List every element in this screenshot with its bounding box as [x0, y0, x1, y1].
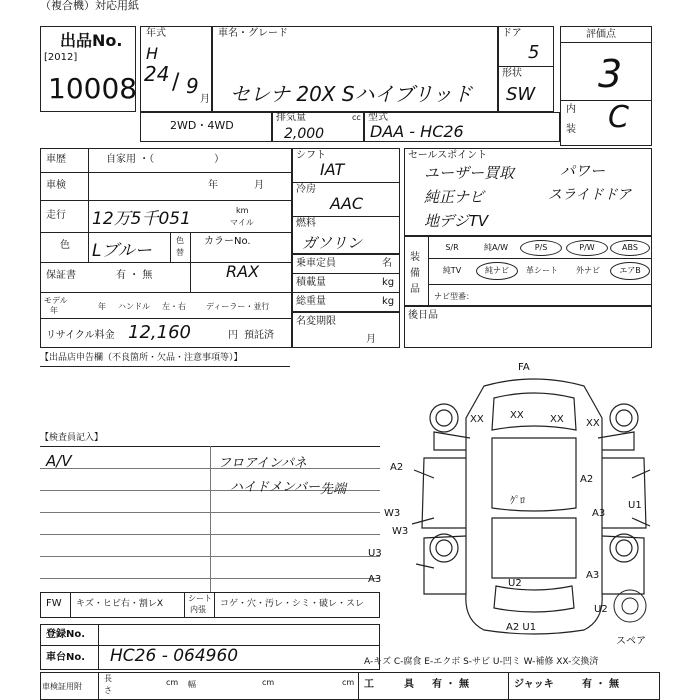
- diagram-top: FA: [518, 362, 530, 373]
- model-year-year: 年: [98, 302, 106, 311]
- form-title: （複合機）対応用紙: [40, 0, 139, 12]
- interior-label-2: 装: [566, 124, 576, 135]
- jack-value: 有 ・ 無: [582, 679, 619, 690]
- mileage-label: 走行: [46, 210, 66, 221]
- color-code-label: カラーNo.: [204, 236, 251, 247]
- equipment-label-1: 装: [410, 252, 420, 263]
- diag-mark-2: XX: [510, 410, 524, 421]
- fuel-value: ガソリン: [302, 234, 363, 252]
- sales-point-4: パワー: [560, 162, 606, 180]
- model-value: セレナ 20X Sハイブリッド: [230, 82, 473, 106]
- inspector-line-1: A/V: [46, 452, 72, 470]
- inspection-label: 車検: [46, 180, 66, 191]
- defects-label: FW: [46, 598, 62, 609]
- equip-tv: 純TV: [442, 266, 462, 275]
- diag-mark-9: U3: [368, 548, 382, 559]
- color-label: 色: [60, 240, 70, 251]
- mileage-mile: マイル: [230, 218, 254, 227]
- load-unit: kg: [382, 277, 395, 288]
- diag-mark-17: ｸﾟﾛ: [510, 496, 525, 507]
- spare-label: スペア: [616, 636, 646, 647]
- dealer-label: ディーラー・並行: [206, 302, 270, 311]
- cm-2: cm: [262, 678, 275, 687]
- year-month: 9: [186, 74, 199, 98]
- lot-label: 出品No.: [60, 31, 123, 50]
- color-code-value: RAX: [226, 262, 260, 281]
- warranty-value: 有 ・ 無: [116, 270, 153, 281]
- equip-aw: 純A/W: [483, 243, 509, 252]
- sales-point-2: 純正ナビ: [424, 188, 485, 206]
- mileage-value: 12万5千051: [92, 209, 191, 229]
- diag-mark-6: A2: [580, 474, 594, 485]
- diag-mark-8: W3: [392, 526, 409, 537]
- year-era: H: [146, 44, 159, 63]
- lot-year: [2012]: [44, 52, 78, 63]
- tools-label: 工 具: [364, 679, 414, 690]
- width-label: 幅: [188, 680, 196, 689]
- diag-mark-4: XX: [586, 418, 600, 429]
- displacement-label: 排気量: [276, 112, 306, 123]
- interior-value: C: [608, 100, 629, 135]
- diag-mark-13: A3: [586, 570, 600, 581]
- inspection-month-label: 月: [254, 180, 264, 191]
- color-value: Lブルー: [92, 241, 152, 261]
- equipment-label-3: 品: [410, 284, 420, 295]
- body-type-value: SW: [506, 84, 536, 105]
- legend-text: A-キズ C-腐食 E-エクボ S-サビ U-凹ミ W-補修 XX-交換済: [364, 657, 599, 667]
- displacement-unit: cc: [352, 113, 361, 122]
- equip-navi: 純ナビ: [476, 262, 518, 280]
- equipment-label-2: 備: [410, 268, 420, 279]
- lot-number: 10008: [48, 72, 138, 105]
- score-value: 3: [598, 52, 623, 96]
- equip-sr: S/R: [445, 243, 459, 252]
- diag-mark-10: A3: [368, 574, 382, 585]
- doors-label: ドア: [502, 28, 522, 39]
- inspection-year-label: 年: [208, 180, 218, 191]
- model-code-label: 型式: [368, 112, 388, 123]
- handle-value: 左・右: [162, 302, 186, 311]
- equip-abs: ABS: [610, 240, 650, 256]
- load-label: 積載量: [296, 277, 326, 288]
- diag-mark-5: A2: [390, 462, 404, 473]
- color-change-label-1: 色: [176, 236, 184, 245]
- inspector-line-2: フロアインパネ: [218, 456, 307, 471]
- length-label-2: さ: [104, 686, 112, 695]
- diag-mark-1: XX: [470, 414, 484, 425]
- model-label: 車名・グレード: [218, 28, 288, 39]
- model-year-label-1: モデル: [44, 296, 68, 305]
- interior-label-1: 内: [566, 104, 576, 115]
- mileage-km: km: [236, 206, 249, 215]
- cm-3: cm: [342, 678, 355, 687]
- equip-airbag: エアB: [610, 262, 650, 280]
- history-value: 自家用 ・（ ）: [106, 154, 225, 165]
- handle-label: ハンドル: [118, 302, 150, 311]
- seat-items: コゲ・穴・汚レ・シミ・破レ・スレ: [220, 599, 365, 609]
- seat-label-1: シート: [188, 594, 212, 603]
- recycle-label: リサイクル料金: [46, 330, 115, 341]
- warranty-label: 保証書: [46, 270, 76, 281]
- equip-pw: P/W: [566, 240, 608, 256]
- diag-mark-15: U2: [594, 604, 608, 615]
- sales-point-1: ユーザー買取: [424, 164, 515, 182]
- color-change-label-2: 替: [176, 248, 184, 257]
- inspector-label: 【検査員記入】: [40, 433, 104, 443]
- score-label: 評価点: [586, 29, 616, 40]
- shift-value: IAT: [320, 160, 345, 179]
- fuel-label: 燃料: [296, 218, 316, 229]
- doors-value: 5: [528, 42, 540, 63]
- drive-label: 2WD・4WD: [170, 119, 234, 132]
- car-diagram: [404, 358, 664, 638]
- shift-label: シフト: [296, 150, 326, 161]
- capacity-label: 乗車定員: [296, 258, 336, 269]
- model-code-value: DAA - HC26: [370, 122, 464, 141]
- name-change-month: 月: [366, 334, 376, 345]
- sales-points-label: セールスポイント: [408, 150, 488, 161]
- recycle-unit: 円: [228, 330, 238, 341]
- postscript-label: 後日品: [408, 310, 438, 321]
- diag-mark-12: A3: [592, 508, 606, 519]
- year-month-label: 月: [200, 94, 210, 105]
- tools-value: 有 ・ 無: [432, 679, 469, 690]
- year-value: 24: [144, 62, 170, 86]
- year-label: 年式: [146, 28, 166, 39]
- length-label-1: 長: [104, 674, 112, 683]
- gross-label: 総重量: [296, 296, 326, 307]
- displacement-value: 2,000: [284, 126, 325, 142]
- diag-mark-3: XX: [550, 414, 564, 425]
- defects-items: キズ・ヒビ右・割レX: [76, 599, 163, 609]
- recycle-value: 12,160: [128, 322, 191, 343]
- diag-mark-16: A2 U1: [506, 622, 537, 633]
- inspector-line-3: ハイドメンバー: [230, 480, 320, 495]
- aircon-label: 冷房: [296, 184, 316, 195]
- equip-ps: P/S: [520, 240, 562, 256]
- aircon-value: AAC: [330, 194, 364, 213]
- seat-label-2: 内張: [190, 605, 206, 614]
- history-label: 車歴: [46, 154, 66, 165]
- cm-1: cm: [166, 678, 179, 687]
- inspector-line-4: 先端: [320, 482, 347, 497]
- chassis-value: HC26 - 064960: [110, 646, 239, 666]
- name-change-label: 名変期限: [296, 316, 336, 327]
- diag-mark-14: U1: [628, 500, 642, 511]
- equip-leather: 革シート: [526, 266, 558, 275]
- remarks-label: 【出品店申告欄（不良箇所・欠品・注意事項等）】: [40, 353, 243, 363]
- sales-point-5: スライドドア: [548, 187, 632, 203]
- recycle-note: 預託済: [244, 330, 274, 341]
- year-slash: /: [172, 70, 180, 95]
- sales-point-3: 地デジTV: [424, 212, 489, 230]
- nav-model-label: ナビ型番：: [434, 292, 474, 301]
- diag-mark-11: U2: [508, 578, 522, 589]
- postscript-box: [404, 306, 652, 348]
- capacity-unit: 名: [382, 258, 392, 269]
- diag-mark-7: W3: [384, 508, 401, 519]
- cert-label: 車検証用附: [42, 682, 82, 691]
- chassis-label: 車台No.: [46, 652, 86, 663]
- equip-ext-navi: 外ナビ: [576, 266, 600, 275]
- body-type-label: 形状: [502, 68, 522, 79]
- registration-label: 登録No.: [46, 629, 86, 640]
- jack-label: ジャッキ: [514, 679, 554, 690]
- gross-unit: kg: [382, 296, 395, 307]
- model-year-label-2: 年: [50, 306, 58, 315]
